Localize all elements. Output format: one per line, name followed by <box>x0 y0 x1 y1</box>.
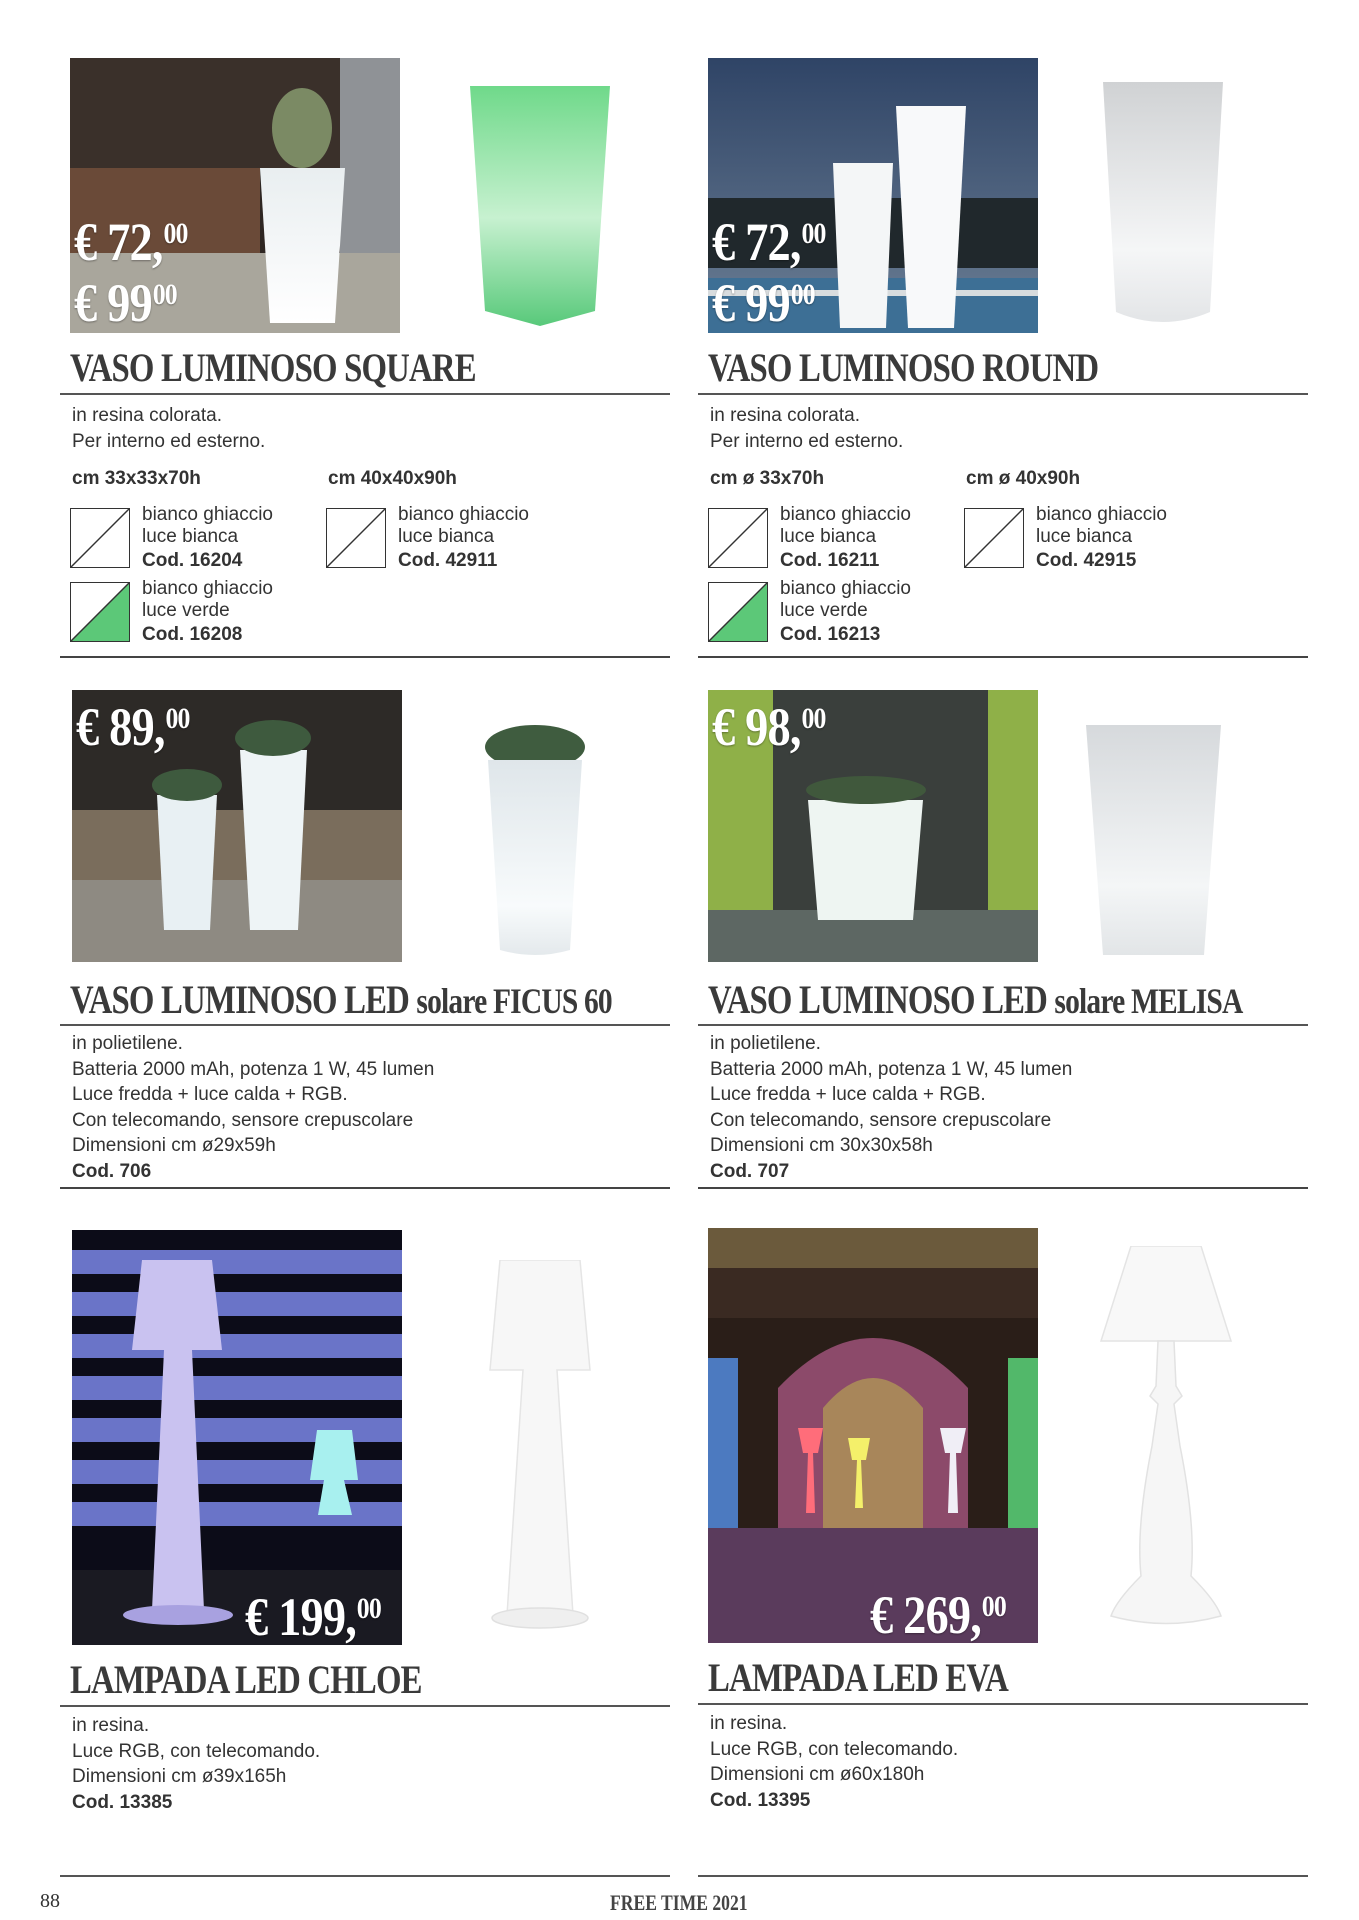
price-cents: 00 <box>790 278 815 311</box>
variant-color: bianco ghiaccio <box>142 578 273 599</box>
price-main: € 199 <box>245 1587 346 1647</box>
price-cents: 00 <box>165 702 190 735</box>
size-label: cm ø 33x70h <box>710 468 825 489</box>
desc-line: Luce RGB, con telecomando. <box>710 1738 959 1760</box>
product-title <box>70 977 612 1022</box>
title-rest: solare FICUS 60 <box>416 981 612 1021</box>
variant-light: luce verde <box>780 600 868 621</box>
price-cents: 00 <box>163 217 188 250</box>
product-cutout-eva-lamp <box>1096 1246 1236 1651</box>
product-title: VASO LUMINOSO ROUND <box>708 345 1099 390</box>
price-cents: 00 <box>801 702 826 735</box>
price-tag: € 98,00 <box>712 697 826 757</box>
desc-line: in resina colorata. <box>72 405 222 426</box>
variant-light: luce bianca <box>780 526 877 547</box>
price-tag-2 <box>712 273 815 333</box>
variant-white-large <box>326 504 566 576</box>
variant-color: bianco ghiaccio <box>398 504 529 525</box>
product-melisa <box>698 690 1308 1190</box>
white-light-swatch <box>70 508 130 568</box>
desc-line: in polietilene. <box>710 1033 821 1054</box>
price-main: € 98 <box>712 697 790 757</box>
product-code: Cod. 13385 <box>72 1791 173 1813</box>
product-vaso-square <box>60 58 670 658</box>
product-description <box>72 1713 320 1815</box>
price-main: € 72 <box>74 212 152 272</box>
page-number: 88 <box>40 1890 60 1912</box>
section-divider <box>698 1187 1308 1189</box>
size-label: cm 33x33x70h <box>72 468 201 489</box>
desc-line: in resina. <box>72 1715 150 1736</box>
product-title: VASO LUMINOSO SQUARE <box>70 345 476 390</box>
desc-line: in resina colorata. <box>710 405 860 426</box>
variant-light: luce verde <box>142 600 230 621</box>
product-cutout-melisa <box>1086 725 1221 965</box>
price-main: € 89 <box>76 697 154 757</box>
product-description <box>710 403 903 454</box>
section-divider <box>60 656 670 658</box>
desc-line: Dimensioni cm ø39x165h <box>72 1766 287 1787</box>
product-eva <box>698 1228 1308 1828</box>
desc-line: Batteria 2000 mAh, potenza 1 W, 45 lumen <box>710 1058 1073 1080</box>
desc-line: Batteria 2000 mAh, potenza 1 W, 45 lumen <box>72 1058 435 1080</box>
variant-light: luce bianca <box>1036 526 1133 547</box>
variant-color: bianco ghiaccio <box>142 504 273 525</box>
variant-code: Cod. 42911 <box>398 550 498 571</box>
variant-green <box>70 578 310 650</box>
desc-line: Dimensioni cm ø60x180h <box>710 1764 925 1785</box>
green-light-swatch <box>70 582 130 642</box>
desc-line: Per interno ed esterno. <box>72 430 266 452</box>
title-underline <box>60 1024 670 1026</box>
product-code: Cod. 13395 <box>710 1789 811 1811</box>
title-rest: solare MELISA <box>1054 981 1243 1021</box>
magazine-title: FREE TIME 2021 <box>610 1890 748 1915</box>
price-main: € 269 <box>870 1585 971 1645</box>
product-description <box>72 403 265 454</box>
section-divider <box>60 1187 670 1189</box>
price-main: € 72 <box>712 212 790 272</box>
price-tag-2 <box>74 273 177 333</box>
price-cents: 00 <box>801 217 826 250</box>
title-underline <box>698 1703 1308 1705</box>
product-cutout-ficus <box>480 725 590 965</box>
price-main: € 99 <box>712 273 790 333</box>
title-underline <box>698 1024 1308 1026</box>
product-description <box>710 1031 1072 1184</box>
title-main: VASO LUMINOSO LED <box>708 977 1048 1022</box>
product-title: LAMPADA LED EVA <box>708 1655 1008 1700</box>
product-photo-eva-scene <box>708 1228 1038 1643</box>
product-title: LAMPADA LED CHLOE <box>70 1657 422 1702</box>
price-cents: 00 <box>981 1590 1006 1623</box>
product-cutout-chloe-lamp <box>485 1260 595 1645</box>
variant-code: Cod. 16208 <box>142 624 243 645</box>
product-description <box>710 1711 958 1813</box>
product-chloe <box>60 1230 670 1830</box>
green-light-swatch <box>708 582 768 642</box>
price-cents: 00 <box>356 1592 381 1625</box>
footer-rule-left <box>60 1875 670 1877</box>
variant-light: luce bianca <box>142 526 239 547</box>
variant-code: Cod. 16213 <box>780 624 881 645</box>
desc-line: Con telecomando, sensore crepuscolare <box>72 1109 414 1131</box>
white-light-swatch <box>708 508 768 568</box>
price-tag-1: € 72,00 <box>74 212 188 272</box>
variant-white <box>70 504 310 576</box>
desc-line: in polietilene. <box>72 1033 183 1054</box>
desc-line: Luce RGB, con telecomando. <box>72 1740 321 1762</box>
price-main: € 99 <box>74 273 152 333</box>
variant-white-large <box>964 504 1204 576</box>
desc-line: in resina. <box>710 1713 788 1734</box>
price-cents: 00 <box>152 278 177 311</box>
desc-line: Con telecomando, sensore crepuscolare <box>710 1109 1052 1131</box>
desc-line: Luce fredda + luce calda + RGB. <box>710 1084 986 1105</box>
variant-green <box>708 578 948 650</box>
product-cutout-square-green <box>450 86 630 341</box>
price-tag: € 89,00 <box>76 697 190 757</box>
product-code: Cod. 707 <box>710 1160 790 1182</box>
variant-code: Cod. 16211 <box>780 550 880 571</box>
variant-color: bianco ghiaccio <box>1036 504 1167 525</box>
white-light-swatch <box>326 508 386 568</box>
variant-color: bianco ghiaccio <box>780 504 911 525</box>
title-main: VASO LUMINOSO LED <box>70 977 410 1022</box>
variant-light: luce bianca <box>398 526 495 547</box>
product-ficus-60 <box>60 690 670 1190</box>
size-label: cm 40x40x90h <box>328 468 457 489</box>
variant-code: Cod. 42915 <box>1036 550 1137 571</box>
product-description <box>72 1031 434 1184</box>
product-vaso-round <box>698 58 1308 658</box>
product-title <box>708 977 1243 1022</box>
product-cutout-round-white <box>1098 82 1228 337</box>
desc-line: Dimensioni cm ø29x59h <box>72 1135 276 1156</box>
price-tag: € 199,00 <box>245 1587 381 1647</box>
title-underline <box>60 393 670 395</box>
desc-line: Per interno ed esterno. <box>710 430 904 452</box>
section-divider <box>698 656 1308 658</box>
title-underline <box>698 393 1308 395</box>
variant-code: Cod. 16204 <box>142 550 243 571</box>
variant-white <box>708 504 948 576</box>
price-tag-1: € 72,00 <box>712 212 826 272</box>
title-underline <box>60 1705 670 1707</box>
size-label: cm ø 40x90h <box>966 468 1081 489</box>
product-code: Cod. 706 <box>72 1160 152 1182</box>
desc-line: Luce fredda + luce calda + RGB. <box>72 1084 348 1105</box>
product-photo-chloe-scene <box>72 1230 402 1645</box>
white-light-swatch <box>964 508 1024 568</box>
variant-color: bianco ghiaccio <box>780 578 911 599</box>
price-tag: € 269,00 <box>870 1585 1006 1645</box>
desc-line: Dimensioni cm 30x30x58h <box>710 1135 933 1156</box>
footer-rule-right <box>698 1875 1308 1877</box>
